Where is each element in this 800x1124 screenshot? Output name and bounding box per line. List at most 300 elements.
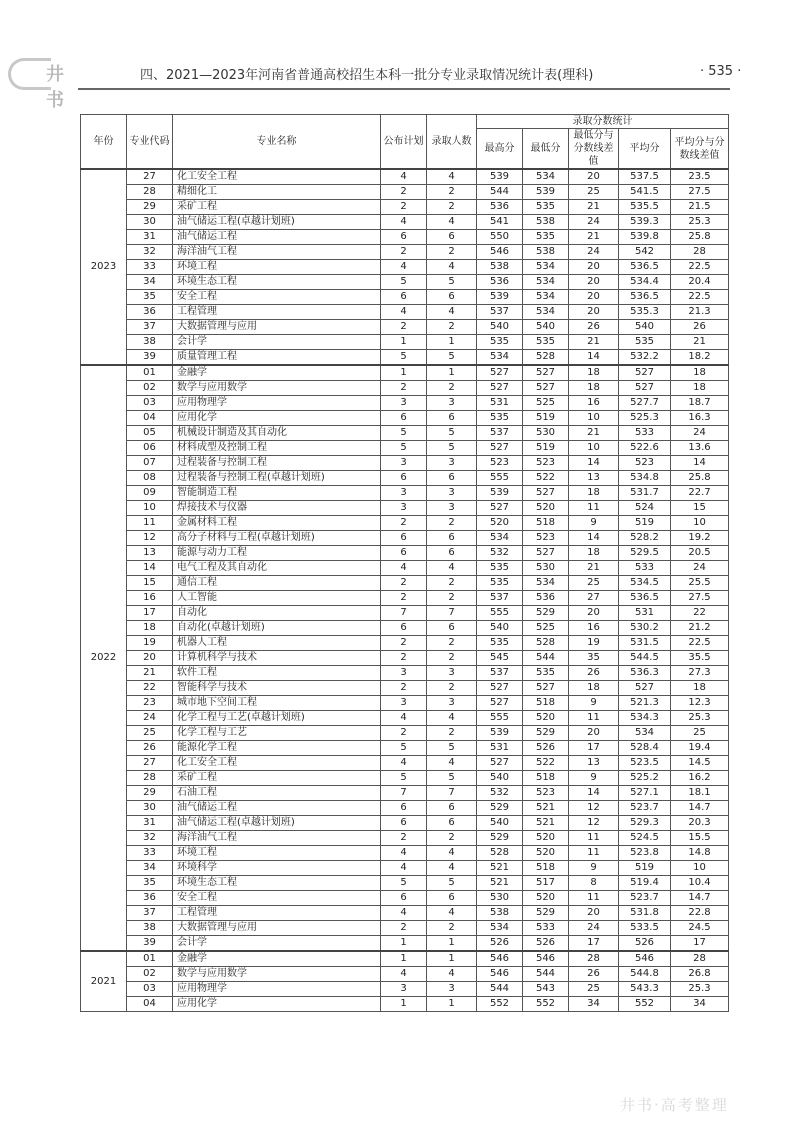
min-gap-cell: 9 <box>569 696 619 711</box>
min-cell: 521 <box>523 801 569 816</box>
plan-cell: 1 <box>381 365 427 381</box>
table-row <box>81 516 729 531</box>
admitted-cell: 2 <box>427 831 477 846</box>
code-cell: 06 <box>127 441 173 456</box>
avg-cell: 534 <box>619 726 671 741</box>
avg-gap-cell: 22.5 <box>671 636 729 651</box>
code-cell: 23 <box>127 696 173 711</box>
admitted-cell: 6 <box>427 531 477 546</box>
code-cell: 03 <box>127 396 173 411</box>
table-row <box>81 350 729 366</box>
table-row <box>81 786 729 801</box>
max-cell: 539 <box>477 726 523 741</box>
min-gap-cell: 18 <box>569 381 619 396</box>
avg-cell: 530.2 <box>619 621 671 636</box>
admitted-cell: 3 <box>427 456 477 471</box>
min-cell: 525 <box>523 396 569 411</box>
min-gap-cell: 18 <box>569 681 619 696</box>
min-gap-cell: 11 <box>569 846 619 861</box>
code-cell: 01 <box>127 951 173 967</box>
min-gap-cell: 14 <box>569 531 619 546</box>
plan-cell: 2 <box>381 636 427 651</box>
avg-gap-cell: 26.8 <box>671 967 729 982</box>
min-gap-cell: 21 <box>569 561 619 576</box>
avg-gap-cell: 25.3 <box>671 215 729 230</box>
name-cell: 精细化工 <box>173 185 381 200</box>
min-cell: 543 <box>523 982 569 997</box>
avg-gap-cell: 20.4 <box>671 275 729 290</box>
code-cell: 38 <box>127 921 173 936</box>
watermark-text: 井书·高考整理 <box>620 1096 729 1114</box>
name-cell: 数学与应用数学 <box>173 381 381 396</box>
admitted-cell: 2 <box>427 651 477 666</box>
avg-cell: 527 <box>619 381 671 396</box>
code-cell: 04 <box>127 411 173 426</box>
name-cell: 工程管理 <box>173 305 381 320</box>
min-cell: 528 <box>523 636 569 651</box>
admitted-cell: 2 <box>427 381 477 396</box>
max-cell: 539 <box>477 290 523 305</box>
admitted-cell: 5 <box>427 876 477 891</box>
plan-cell: 2 <box>381 726 427 741</box>
min-cell: 520 <box>523 846 569 861</box>
col-avg: 平均分 <box>619 129 671 170</box>
avg-gap-cell: 17 <box>671 936 729 952</box>
name-cell: 自动化(卓越计划班) <box>173 621 381 636</box>
avg-cell: 525.3 <box>619 411 671 426</box>
table-row <box>81 471 729 486</box>
name-cell: 能源与动力工程 <box>173 546 381 561</box>
plan-cell: 5 <box>381 350 427 366</box>
min-cell: 520 <box>523 891 569 906</box>
max-cell: 546 <box>477 967 523 982</box>
table-row <box>81 305 729 320</box>
plan-cell: 7 <box>381 606 427 621</box>
name-cell: 环境科学 <box>173 861 381 876</box>
avg-gap-cell: 18 <box>671 365 729 381</box>
avg-gap-cell: 18.2 <box>671 350 729 366</box>
admitted-cell: 7 <box>427 606 477 621</box>
avg-gap-cell: 22.8 <box>671 906 729 921</box>
table-row <box>81 951 729 967</box>
avg-cell: 529.3 <box>619 816 671 831</box>
name-cell: 计算机科学与技术 <box>173 651 381 666</box>
max-cell: 539 <box>477 486 523 501</box>
max-cell: 555 <box>477 471 523 486</box>
plan-cell: 6 <box>381 801 427 816</box>
avg-cell: 528.2 <box>619 531 671 546</box>
min-cell: 529 <box>523 726 569 741</box>
table-header <box>81 115 729 170</box>
table-row <box>81 906 729 921</box>
table-row <box>81 320 729 335</box>
avg-gap-cell: 27.5 <box>671 591 729 606</box>
min-gap-cell: 24 <box>569 245 619 260</box>
table-row <box>81 411 729 426</box>
max-cell: 534 <box>477 921 523 936</box>
avg-cell: 519 <box>619 861 671 876</box>
plan-cell: 3 <box>381 696 427 711</box>
max-cell: 555 <box>477 711 523 726</box>
admitted-cell: 4 <box>427 906 477 921</box>
avg-gap-cell: 20.5 <box>671 546 729 561</box>
min-gap-cell: 26 <box>569 967 619 982</box>
admitted-cell: 2 <box>427 200 477 215</box>
code-cell: 04 <box>127 997 173 1012</box>
avg-gap-cell: 25.5 <box>671 576 729 591</box>
plan-cell: 6 <box>381 290 427 305</box>
table-row <box>81 741 729 756</box>
name-cell: 会计学 <box>173 335 381 350</box>
avg-cell: 544.8 <box>619 967 671 982</box>
min-cell: 519 <box>523 411 569 426</box>
avg-gap-cell: 21.2 <box>671 621 729 636</box>
avg-gap-cell: 24 <box>671 426 729 441</box>
code-cell: 33 <box>127 846 173 861</box>
avg-gap-cell: 18.1 <box>671 786 729 801</box>
min-cell: 520 <box>523 501 569 516</box>
name-cell: 油气储运工程 <box>173 801 381 816</box>
min-gap-cell: 34 <box>569 997 619 1012</box>
avg-gap-cell: 21.3 <box>671 305 729 320</box>
table-row <box>81 891 729 906</box>
min-gap-cell: 13 <box>569 756 619 771</box>
max-cell: 555 <box>477 606 523 621</box>
min-cell: 525 <box>523 621 569 636</box>
avg-cell: 536.5 <box>619 591 671 606</box>
max-cell: 528 <box>477 846 523 861</box>
code-cell: 36 <box>127 305 173 320</box>
name-cell: 大数据管理与应用 <box>173 921 381 936</box>
table-row <box>81 696 729 711</box>
max-cell: 535 <box>477 411 523 426</box>
plan-cell: 1 <box>381 997 427 1012</box>
code-cell: 19 <box>127 636 173 651</box>
admitted-cell: 2 <box>427 516 477 531</box>
code-cell: 33 <box>127 260 173 275</box>
code-cell: 35 <box>127 876 173 891</box>
min-cell: 535 <box>523 666 569 681</box>
admitted-cell: 6 <box>427 816 477 831</box>
avg-gap-cell: 21.5 <box>671 200 729 215</box>
avg-cell: 534.3 <box>619 711 671 726</box>
avg-cell: 543.3 <box>619 982 671 997</box>
admitted-cell: 5 <box>427 441 477 456</box>
avg-gap-cell: 14.7 <box>671 801 729 816</box>
max-cell: 535 <box>477 561 523 576</box>
plan-cell: 2 <box>381 681 427 696</box>
plan-cell: 4 <box>381 756 427 771</box>
header-divider <box>78 88 730 90</box>
code-cell: 38 <box>127 335 173 350</box>
min-gap-cell: 20 <box>569 606 619 621</box>
min-cell: 536 <box>523 591 569 606</box>
col-max: 最高分 <box>477 129 523 170</box>
name-cell: 自动化 <box>173 606 381 621</box>
max-cell: 550 <box>477 230 523 245</box>
min-gap-cell: 21 <box>569 426 619 441</box>
code-cell: 09 <box>127 486 173 501</box>
min-gap-cell: 20 <box>569 260 619 275</box>
avg-cell: 531.7 <box>619 486 671 501</box>
avg-gap-cell: 22.5 <box>671 260 729 275</box>
table-row <box>81 200 729 215</box>
avg-gap-cell: 22.5 <box>671 290 729 305</box>
avg-cell: 523.7 <box>619 801 671 816</box>
code-cell: 13 <box>127 546 173 561</box>
plan-cell: 6 <box>381 230 427 245</box>
avg-cell: 544.5 <box>619 651 671 666</box>
min-cell: 534 <box>523 290 569 305</box>
table-row <box>81 576 729 591</box>
admitted-cell: 5 <box>427 771 477 786</box>
max-cell: 535 <box>477 335 523 350</box>
max-cell: 532 <box>477 546 523 561</box>
plan-cell: 6 <box>381 621 427 636</box>
max-cell: 545 <box>477 651 523 666</box>
min-gap-cell: 20 <box>569 290 619 305</box>
table-row <box>81 726 729 741</box>
page-number: · 535 · <box>700 64 742 79</box>
code-cell: 37 <box>127 320 173 335</box>
name-cell: 采矿工程 <box>173 771 381 786</box>
admitted-cell: 5 <box>427 741 477 756</box>
min-gap-cell: 12 <box>569 801 619 816</box>
max-cell: 535 <box>477 576 523 591</box>
avg-cell: 525.2 <box>619 771 671 786</box>
admitted-cell: 6 <box>427 801 477 816</box>
plan-cell: 3 <box>381 666 427 681</box>
avg-cell: 536.5 <box>619 260 671 275</box>
plan-cell: 6 <box>381 816 427 831</box>
min-gap-cell: 9 <box>569 861 619 876</box>
avg-cell: 528.4 <box>619 741 671 756</box>
min-gap-cell: 18 <box>569 365 619 381</box>
table-row <box>81 756 729 771</box>
plan-cell: 4 <box>381 967 427 982</box>
table-row <box>81 260 729 275</box>
code-cell: 11 <box>127 516 173 531</box>
code-cell: 36 <box>127 891 173 906</box>
table-row <box>81 636 729 651</box>
min-cell: 538 <box>523 245 569 260</box>
admitted-cell: 3 <box>427 396 477 411</box>
min-gap-cell: 19 <box>569 636 619 651</box>
max-cell: 546 <box>477 951 523 967</box>
name-cell: 电气工程及其自动化 <box>173 561 381 576</box>
plan-cell: 2 <box>381 591 427 606</box>
plan-cell: 2 <box>381 831 427 846</box>
name-cell: 环境生态工程 <box>173 275 381 290</box>
max-cell: 537 <box>477 666 523 681</box>
plan-cell: 2 <box>381 200 427 215</box>
name-cell: 工程管理 <box>173 906 381 921</box>
min-cell: 527 <box>523 365 569 381</box>
name-cell: 金融学 <box>173 365 381 381</box>
code-cell: 05 <box>127 426 173 441</box>
avg-cell: 524.5 <box>619 831 671 846</box>
plan-cell: 3 <box>381 982 427 997</box>
admitted-cell: 6 <box>427 891 477 906</box>
min-cell: 552 <box>523 997 569 1012</box>
name-cell: 过程装备与控制工程(卓越计划班) <box>173 471 381 486</box>
code-cell: 28 <box>127 185 173 200</box>
min-cell: 518 <box>523 771 569 786</box>
plan-cell: 5 <box>381 426 427 441</box>
avg-cell: 539.8 <box>619 230 671 245</box>
avg-gap-cell: 35.5 <box>671 651 729 666</box>
plan-cell: 5 <box>381 441 427 456</box>
avg-gap-cell: 25 <box>671 726 729 741</box>
name-cell: 化学工程与工艺(卓越计划班) <box>173 711 381 726</box>
max-cell: 523 <box>477 456 523 471</box>
admitted-cell: 4 <box>427 215 477 230</box>
plan-cell: 3 <box>381 396 427 411</box>
year-cell: 2023 <box>81 169 127 365</box>
min-gap-cell: 24 <box>569 215 619 230</box>
min-gap-cell: 16 <box>569 396 619 411</box>
table-row <box>81 997 729 1012</box>
table-row <box>81 982 729 997</box>
min-cell: 534 <box>523 305 569 320</box>
table-row <box>81 621 729 636</box>
avg-gap-cell: 25.8 <box>671 471 729 486</box>
name-cell: 化工安全工程 <box>173 169 381 185</box>
code-cell: 03 <box>127 982 173 997</box>
min-gap-cell: 25 <box>569 185 619 200</box>
avg-cell: 524 <box>619 501 671 516</box>
admitted-cell: 2 <box>427 185 477 200</box>
avg-gap-cell: 19.4 <box>671 741 729 756</box>
avg-gap-cell: 14.5 <box>671 756 729 771</box>
avg-cell: 532.2 <box>619 350 671 366</box>
max-cell: 540 <box>477 816 523 831</box>
min-gap-cell: 26 <box>569 666 619 681</box>
col-admitted: 录取人数 <box>427 115 477 170</box>
table-row <box>81 801 729 816</box>
plan-cell: 2 <box>381 320 427 335</box>
avg-cell: 526 <box>619 936 671 952</box>
code-cell: 31 <box>127 816 173 831</box>
table-row <box>81 711 729 726</box>
name-cell: 过程装备与控制工程 <box>173 456 381 471</box>
col-avg-gap: 平均分与分数线差值 <box>671 129 729 170</box>
avg-cell: 521.3 <box>619 696 671 711</box>
avg-cell: 546 <box>619 951 671 967</box>
table-row <box>81 185 729 200</box>
min-cell: 528 <box>523 350 569 366</box>
avg-cell: 531.5 <box>619 636 671 651</box>
min-cell: 518 <box>523 861 569 876</box>
min-gap-cell: 14 <box>569 786 619 801</box>
table-body <box>81 169 729 1012</box>
avg-cell: 534.8 <box>619 471 671 486</box>
plan-cell: 2 <box>381 921 427 936</box>
min-cell: 530 <box>523 561 569 576</box>
plan-cell: 4 <box>381 305 427 320</box>
avg-gap-cell: 10.4 <box>671 876 729 891</box>
avg-gap-cell: 21 <box>671 335 729 350</box>
avg-cell: 535.3 <box>619 305 671 320</box>
table-row <box>81 846 729 861</box>
min-gap-cell: 35 <box>569 651 619 666</box>
plan-cell: 6 <box>381 891 427 906</box>
avg-gap-cell: 10 <box>671 516 729 531</box>
admitted-cell: 4 <box>427 846 477 861</box>
avg-cell: 519 <box>619 516 671 531</box>
table-row <box>81 876 729 891</box>
max-cell: 529 <box>477 801 523 816</box>
min-gap-cell: 20 <box>569 726 619 741</box>
admitted-cell: 2 <box>427 636 477 651</box>
name-cell: 环境生态工程 <box>173 876 381 891</box>
avg-gap-cell: 24.5 <box>671 921 729 936</box>
avg-gap-cell: 13.6 <box>671 441 729 456</box>
name-cell: 采矿工程 <box>173 200 381 215</box>
admitted-cell: 1 <box>427 951 477 967</box>
min-cell: 519 <box>523 441 569 456</box>
min-cell: 535 <box>523 230 569 245</box>
avg-gap-cell: 15.5 <box>671 831 729 846</box>
plan-cell: 5 <box>381 741 427 756</box>
max-cell: 540 <box>477 771 523 786</box>
min-gap-cell: 11 <box>569 831 619 846</box>
code-cell: 25 <box>127 726 173 741</box>
avg-gap-cell: 18.7 <box>671 396 729 411</box>
avg-gap-cell: 22.7 <box>671 486 729 501</box>
admitted-cell: 2 <box>427 921 477 936</box>
table-row <box>81 396 729 411</box>
admitted-cell: 1 <box>427 997 477 1012</box>
admitted-cell: 4 <box>427 861 477 876</box>
min-gap-cell: 13 <box>569 471 619 486</box>
plan-cell: 6 <box>381 471 427 486</box>
min-gap-cell: 25 <box>569 576 619 591</box>
admitted-cell: 3 <box>427 982 477 997</box>
code-cell: 32 <box>127 831 173 846</box>
admitted-cell: 3 <box>427 486 477 501</box>
min-gap-cell: 11 <box>569 501 619 516</box>
avg-gap-cell: 34 <box>671 997 729 1012</box>
name-cell: 会计学 <box>173 936 381 952</box>
year-cell: 2021 <box>81 951 127 1012</box>
table-row <box>81 651 729 666</box>
avg-gap-cell: 20.3 <box>671 816 729 831</box>
plan-cell: 4 <box>381 711 427 726</box>
min-cell: 529 <box>523 606 569 621</box>
col-min-gap: 最低分与分数线差值 <box>569 129 619 170</box>
min-cell: 527 <box>523 546 569 561</box>
table-row <box>81 967 729 982</box>
admitted-cell: 1 <box>427 335 477 350</box>
admitted-cell: 3 <box>427 666 477 681</box>
max-cell: 534 <box>477 350 523 366</box>
max-cell: 544 <box>477 982 523 997</box>
code-cell: 22 <box>127 681 173 696</box>
table-row <box>81 606 729 621</box>
admitted-cell: 7 <box>427 786 477 801</box>
max-cell: 520 <box>477 516 523 531</box>
name-cell: 机械设计制造及其自动化 <box>173 426 381 441</box>
plan-cell: 2 <box>381 651 427 666</box>
table-row <box>81 365 729 381</box>
max-cell: 521 <box>477 876 523 891</box>
plan-cell: 5 <box>381 771 427 786</box>
avg-cell: 533 <box>619 561 671 576</box>
code-cell: 28 <box>127 771 173 786</box>
min-gap-cell: 8 <box>569 876 619 891</box>
max-cell: 531 <box>477 396 523 411</box>
